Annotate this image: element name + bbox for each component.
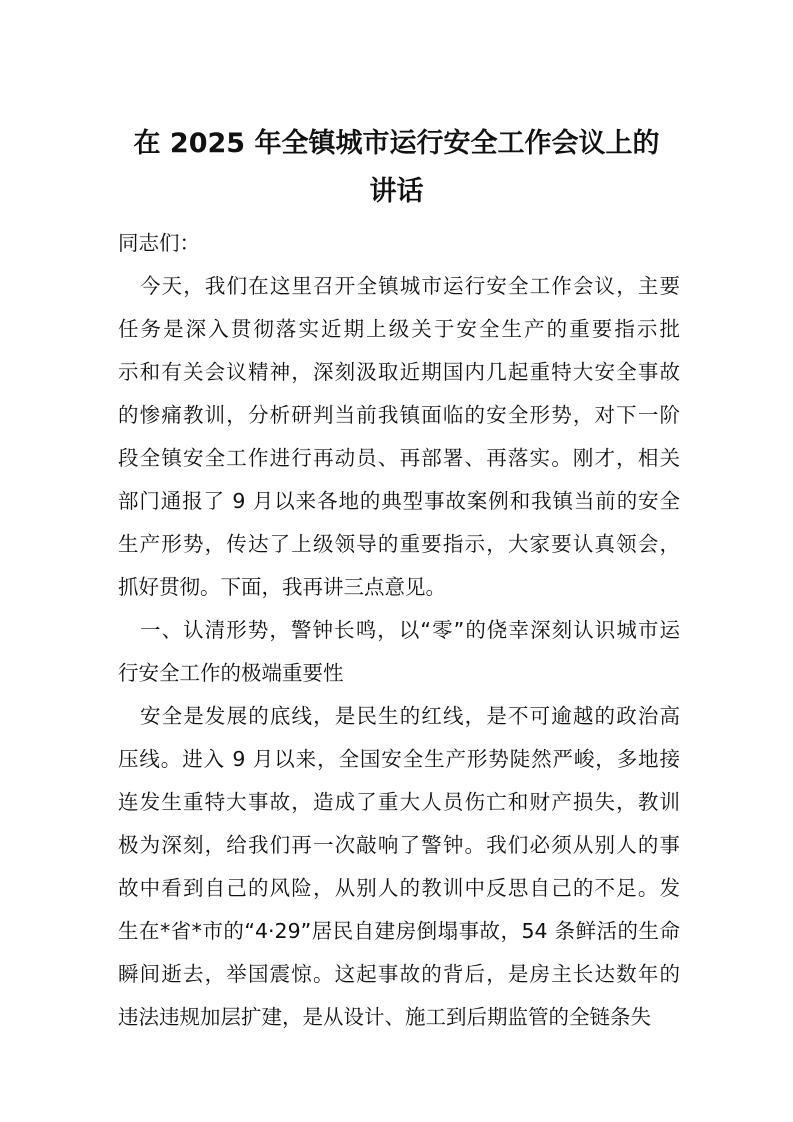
paragraph-line: 违法违规加层扩建，是从设计、施工到后期监管的全链条失 [118,1005,651,1029]
paragraphs [118,265,680,1039]
document-title [0,120,793,216]
paragraph-line: 的惨痛教训，分析研判当前我镇面临的安全形势，对下一阶 [118,403,680,427]
paragraph-line: 生在*省*市的“4·29”居民自建房倒塌事故，54 条鲜活的生命 [118,919,680,943]
title-line-2: 讲话 [369,176,424,207]
paragraph-line: 一、认清形势，警钟长鸣，以“零”的侥幸深刻认识城市运 [140,618,680,642]
paragraph [118,695,680,1039]
paragraph-line: 连发生重特大事故，造成了重大人员伤亡和财产损失，教训 [118,790,680,814]
paragraph-line: 故中看到自己的风险，从别人的教训中反思自己的不足。发 [118,876,680,900]
paragraph-line: 任务是深入贯彻落实近期上级关于安全生产的重要指示批 [118,317,680,341]
paragraph-line: 极为深刻，给我们再一次敲响了警钟。我们必须从别人的事 [118,833,680,857]
document-body [118,222,680,1039]
paragraph-line: 段全镇安全工作进行再动员、再部署、再落实。刚才，相关 [118,446,680,470]
paragraph-line: 今天，我们在这里召开全镇城市运行安全工作会议，主要 [140,274,680,298]
paragraph-line: 示和有关会议精神，深刻汲取近期国内几起重特大安全事故 [118,360,680,384]
paragraph-line: 压线。进入 9 月以来，全国安全生产形势陡然严峻，多地接 [118,747,680,771]
paragraph-line: 部门通报了 9 月以来各地的典型事故案例和我镇当前的安全 [118,489,680,513]
title-line-1: 在 2025 年全镇城市运行安全工作会议上的 [133,128,660,159]
paragraph-line: 生产形势，传达了上级领导的重要指示，大家要认真领会， [118,532,680,556]
paragraph-line: 瞬间逝去，举国震惊。这起事故的背后，是房主长达数年的 [118,962,680,986]
paragraph-line: 抓好贯彻。下面，我再讲三点意见。 [118,575,446,599]
paragraph-line: 安全是发展的底线，是民生的红线，是不可逾越的政治高 [140,704,680,728]
paragraph-line: 行安全工作的极端重要性 [118,661,344,685]
salutation: 同志们： [118,231,200,255]
paragraph [118,609,680,695]
paragraph [118,265,680,609]
